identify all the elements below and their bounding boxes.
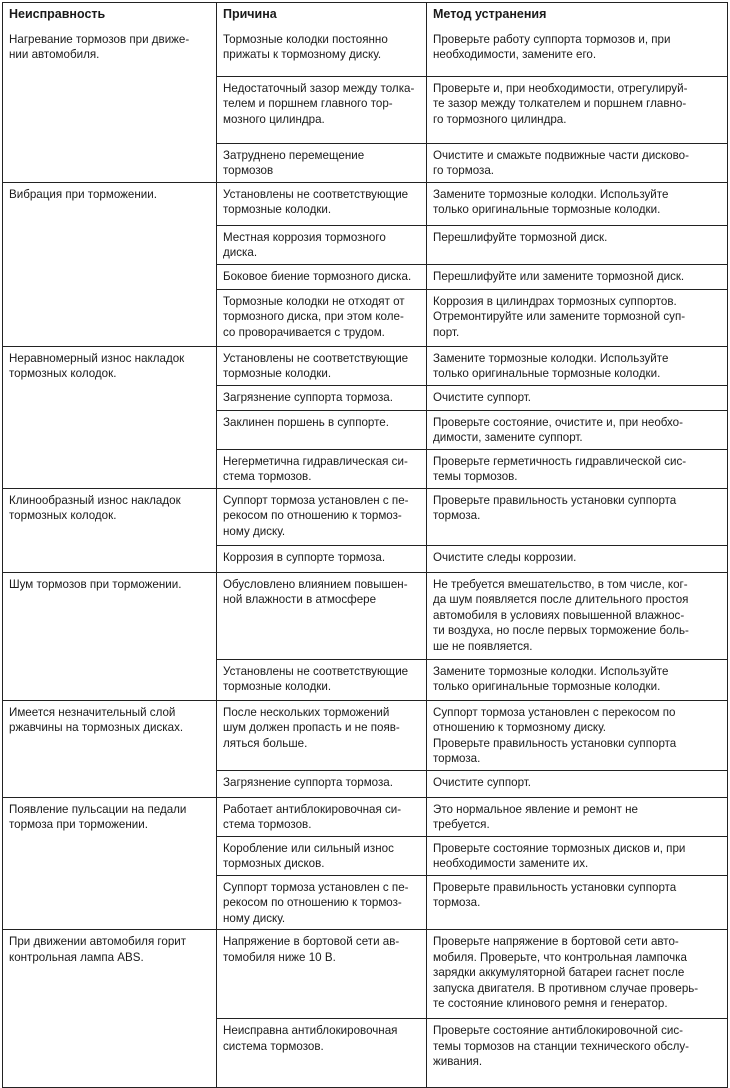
cause-remedy-list: [217, 930, 727, 1087]
fault-group: [3, 572, 727, 700]
cause-remedy-list: [217, 573, 727, 700]
header-cause: Причина: [217, 3, 427, 28]
cause-cell: Суппорт тормоза установлен с пе- рекосом по отношению к тормоз- ному диску.: [217, 489, 427, 545]
table-row: [217, 545, 727, 572]
remedy-cell: Очистите и смажьте подвижные части дисково- го тормоза.: [433, 148, 689, 177]
table-row: [217, 385, 727, 410]
cause-remedy-list: [217, 489, 727, 572]
remedy-cell: Проверьте герметичность гидравлической сис- темы тормозов.: [433, 454, 687, 483]
remedy-cell: Проверьте состояние, очистите и, при необхо- димости, замените суппорт.: [433, 415, 683, 444]
cause-cell: Загрязнение суппорта тормоза.: [217, 771, 427, 797]
cause-remedy-list: [217, 183, 727, 346]
table-header-row: [3, 3, 727, 28]
remedy-cell: Перешлифуйте тормозной диск.: [433, 230, 608, 244]
table-row: [217, 225, 727, 264]
cause-cell: Негерметична гидравлическая си- стема тормозов.: [217, 450, 427, 488]
table-row: [217, 770, 727, 797]
remedy-cell: Замените тормозные колодки. Используйте только оригинальные тормозные колодки.: [433, 187, 669, 216]
cause-remedy-list: [217, 28, 727, 182]
cause-cell: Установлены не соответствующие тормозные колодки.: [217, 347, 427, 385]
cause-cell: Тормозные колодки не отходят от тормозного диска, при этом коле- со проворачивается с трудом.: [217, 290, 427, 346]
table-row: [217, 875, 727, 930]
fault-group: [3, 797, 727, 930]
cause-cell: Обусловлено влиянием повышен- ной влажности в атмосфере: [217, 573, 427, 659]
header-fault: Неисправность: [3, 3, 217, 28]
cause-cell: Заклинен поршень в суппорте.: [217, 411, 427, 449]
cause-remedy-list: [217, 798, 727, 930]
remedy-cell: Суппорт тормоза установлен с перекосом по отношению к тормозному диску. Проверьте правильность установки суппорта тормоза.: [433, 705, 677, 765]
table-row: [217, 289, 727, 346]
table-row: [217, 798, 727, 836]
table-row: [217, 836, 727, 875]
cause-cell: Загрязнение суппорта тормоза.: [217, 386, 427, 410]
header-remedy: Метод устранения: [433, 7, 547, 21]
table-row: [217, 264, 727, 289]
fault-group: [3, 700, 727, 797]
fault-group: [3, 346, 727, 488]
cause-remedy-list: [217, 347, 727, 488]
remedy-cell: Замените тормозные колодки. Используйте только оригинальные тормозные колодки.: [433, 664, 669, 693]
remedy-cell: Очистите суппорт.: [433, 390, 532, 404]
remedy-cell: Проверьте напряжение в бортовой сети авто- мобиля. Проверьте, что контрольная лампочка зарядки аккумуляторной батареи гаснет после запуска двигателя. В противном случае проверь- те состояние клинового ремня и генератор.: [433, 935, 699, 1010]
fault-group: [3, 182, 727, 346]
cause-cell: Суппорт тормоза установлен с пе- рекосом по отношению к тормоз- ному диску.: [217, 876, 427, 930]
table-row: [217, 28, 727, 76]
remedy-cell: Не требуется вмешательство, в том числе, ког- да шум появляется после длительного простоя автомобиля в условиях повышенной влажнос- ти воздуха, но после первых торможение боль- ше не появляется.: [433, 577, 689, 653]
remedy-cell: Очистите следы коррозии.: [433, 550, 577, 564]
fault-cell: Появление пульсации на педали тормоза при торможении.: [3, 798, 217, 930]
remedy-cell: Коррозия в цилиндрах тормозных суппортов. Отремонтируйте или замените тормозной суп- порт.: [433, 294, 686, 339]
fault-cell: Нагревание тормозов при движе- нии автомобиля.: [3, 28, 217, 182]
fault-cell: Вибрация при торможении.: [3, 183, 217, 346]
remedy-cell: Замените тормозные колодки. Используйте только оригинальные тормозные колодки.: [433, 351, 669, 380]
cause-cell: Коррозия в суппорте тормоза.: [217, 546, 427, 572]
table-row: [217, 489, 727, 545]
cause-cell: Установлены не соответствующие тормозные колодки.: [217, 183, 427, 225]
table-row: [217, 701, 727, 770]
fault-group: [3, 488, 727, 572]
cause-cell: Тормозные колодки постоянно прижаты к тормозному диску.: [217, 28, 427, 76]
cause-cell: Боковое биение тормозного диска.: [217, 265, 427, 289]
table-body: [3, 28, 727, 1088]
remedy-cell: Перешлифуйте или замените тормозной диск.: [433, 269, 685, 283]
cause-cell: Напряжение в бортовой сети ав- томобиля ниже 10 В.: [217, 930, 427, 1018]
fault-group: [3, 929, 727, 1087]
remedy-cell: Проверьте правильность установки суппорта тормоза.: [433, 493, 677, 522]
fault-cell: Имеется незначительный слой ржавчины на тормозных дисках.: [3, 701, 217, 797]
table-row: [217, 449, 727, 488]
table-row: [217, 659, 727, 700]
cause-cell: Работает антиблокировочная си- стема тормозов.: [217, 798, 427, 836]
fault-cell: При движении автомобиля горит контрольная лампа ABS.: [3, 930, 217, 1087]
remedy-cell: Проверьте правильность установки суппорта тормоза.: [433, 880, 677, 909]
table-row: [217, 183, 727, 225]
table-row: [217, 347, 727, 385]
fault-group: [3, 28, 727, 182]
cause-cell: Коробление или сильный износ тормозных дисков.: [217, 837, 427, 875]
remedy-cell: Проверьте состояние тормозных дисков и, при необходимости замените их.: [433, 841, 686, 870]
fault-cell: Клинообразный износ накладок тормозных колодок.: [3, 489, 217, 572]
cause-cell: Местная коррозия тормозного диска.: [217, 226, 427, 264]
table-row: [217, 573, 727, 659]
table-row: [217, 410, 727, 449]
cause-cell: Неисправна антиблокировочная система тормозов.: [217, 1019, 427, 1087]
remedy-cell: Проверьте работу суппорта тормозов и, при необходимости, замените его.: [433, 32, 671, 61]
cause-cell: Установлены не соответствующие тормозные колодки.: [217, 660, 427, 700]
cause-cell: Затруднено перемещение тормозов: [217, 144, 427, 182]
remedy-cell: Очистите суппорт.: [433, 775, 532, 789]
cause-cell: После нескольких торможений шум должен пропасть и не появ- ляться больше.: [217, 701, 427, 770]
fault-cell: Неравномерный износ накладок тормозных колодок.: [3, 347, 217, 488]
cause-cell: Недостаточный зазор между толка- телем и поршнем главного тор- мозного цилиндра.: [217, 77, 427, 143]
table-row: [217, 143, 727, 182]
table-row: [217, 930, 727, 1018]
troubleshooting-table: [2, 2, 728, 1088]
cause-remedy-list: [217, 701, 727, 797]
table-row: [217, 1018, 727, 1087]
remedy-cell: Это нормальное явление и ремонт не требуется.: [433, 802, 638, 831]
remedy-cell: Проверьте и, при необходимости, отрегулируй- те зазор между толкателем и поршнем главно- го тормозного цилиндра.: [433, 81, 688, 126]
remedy-cell: Проверьте состояние антиблокировочной сис- темы тормозов на станции технического обслу- живания.: [433, 1024, 690, 1068]
fault-cell: Шум тормозов при торможении.: [3, 573, 217, 700]
table-row: [217, 76, 727, 143]
